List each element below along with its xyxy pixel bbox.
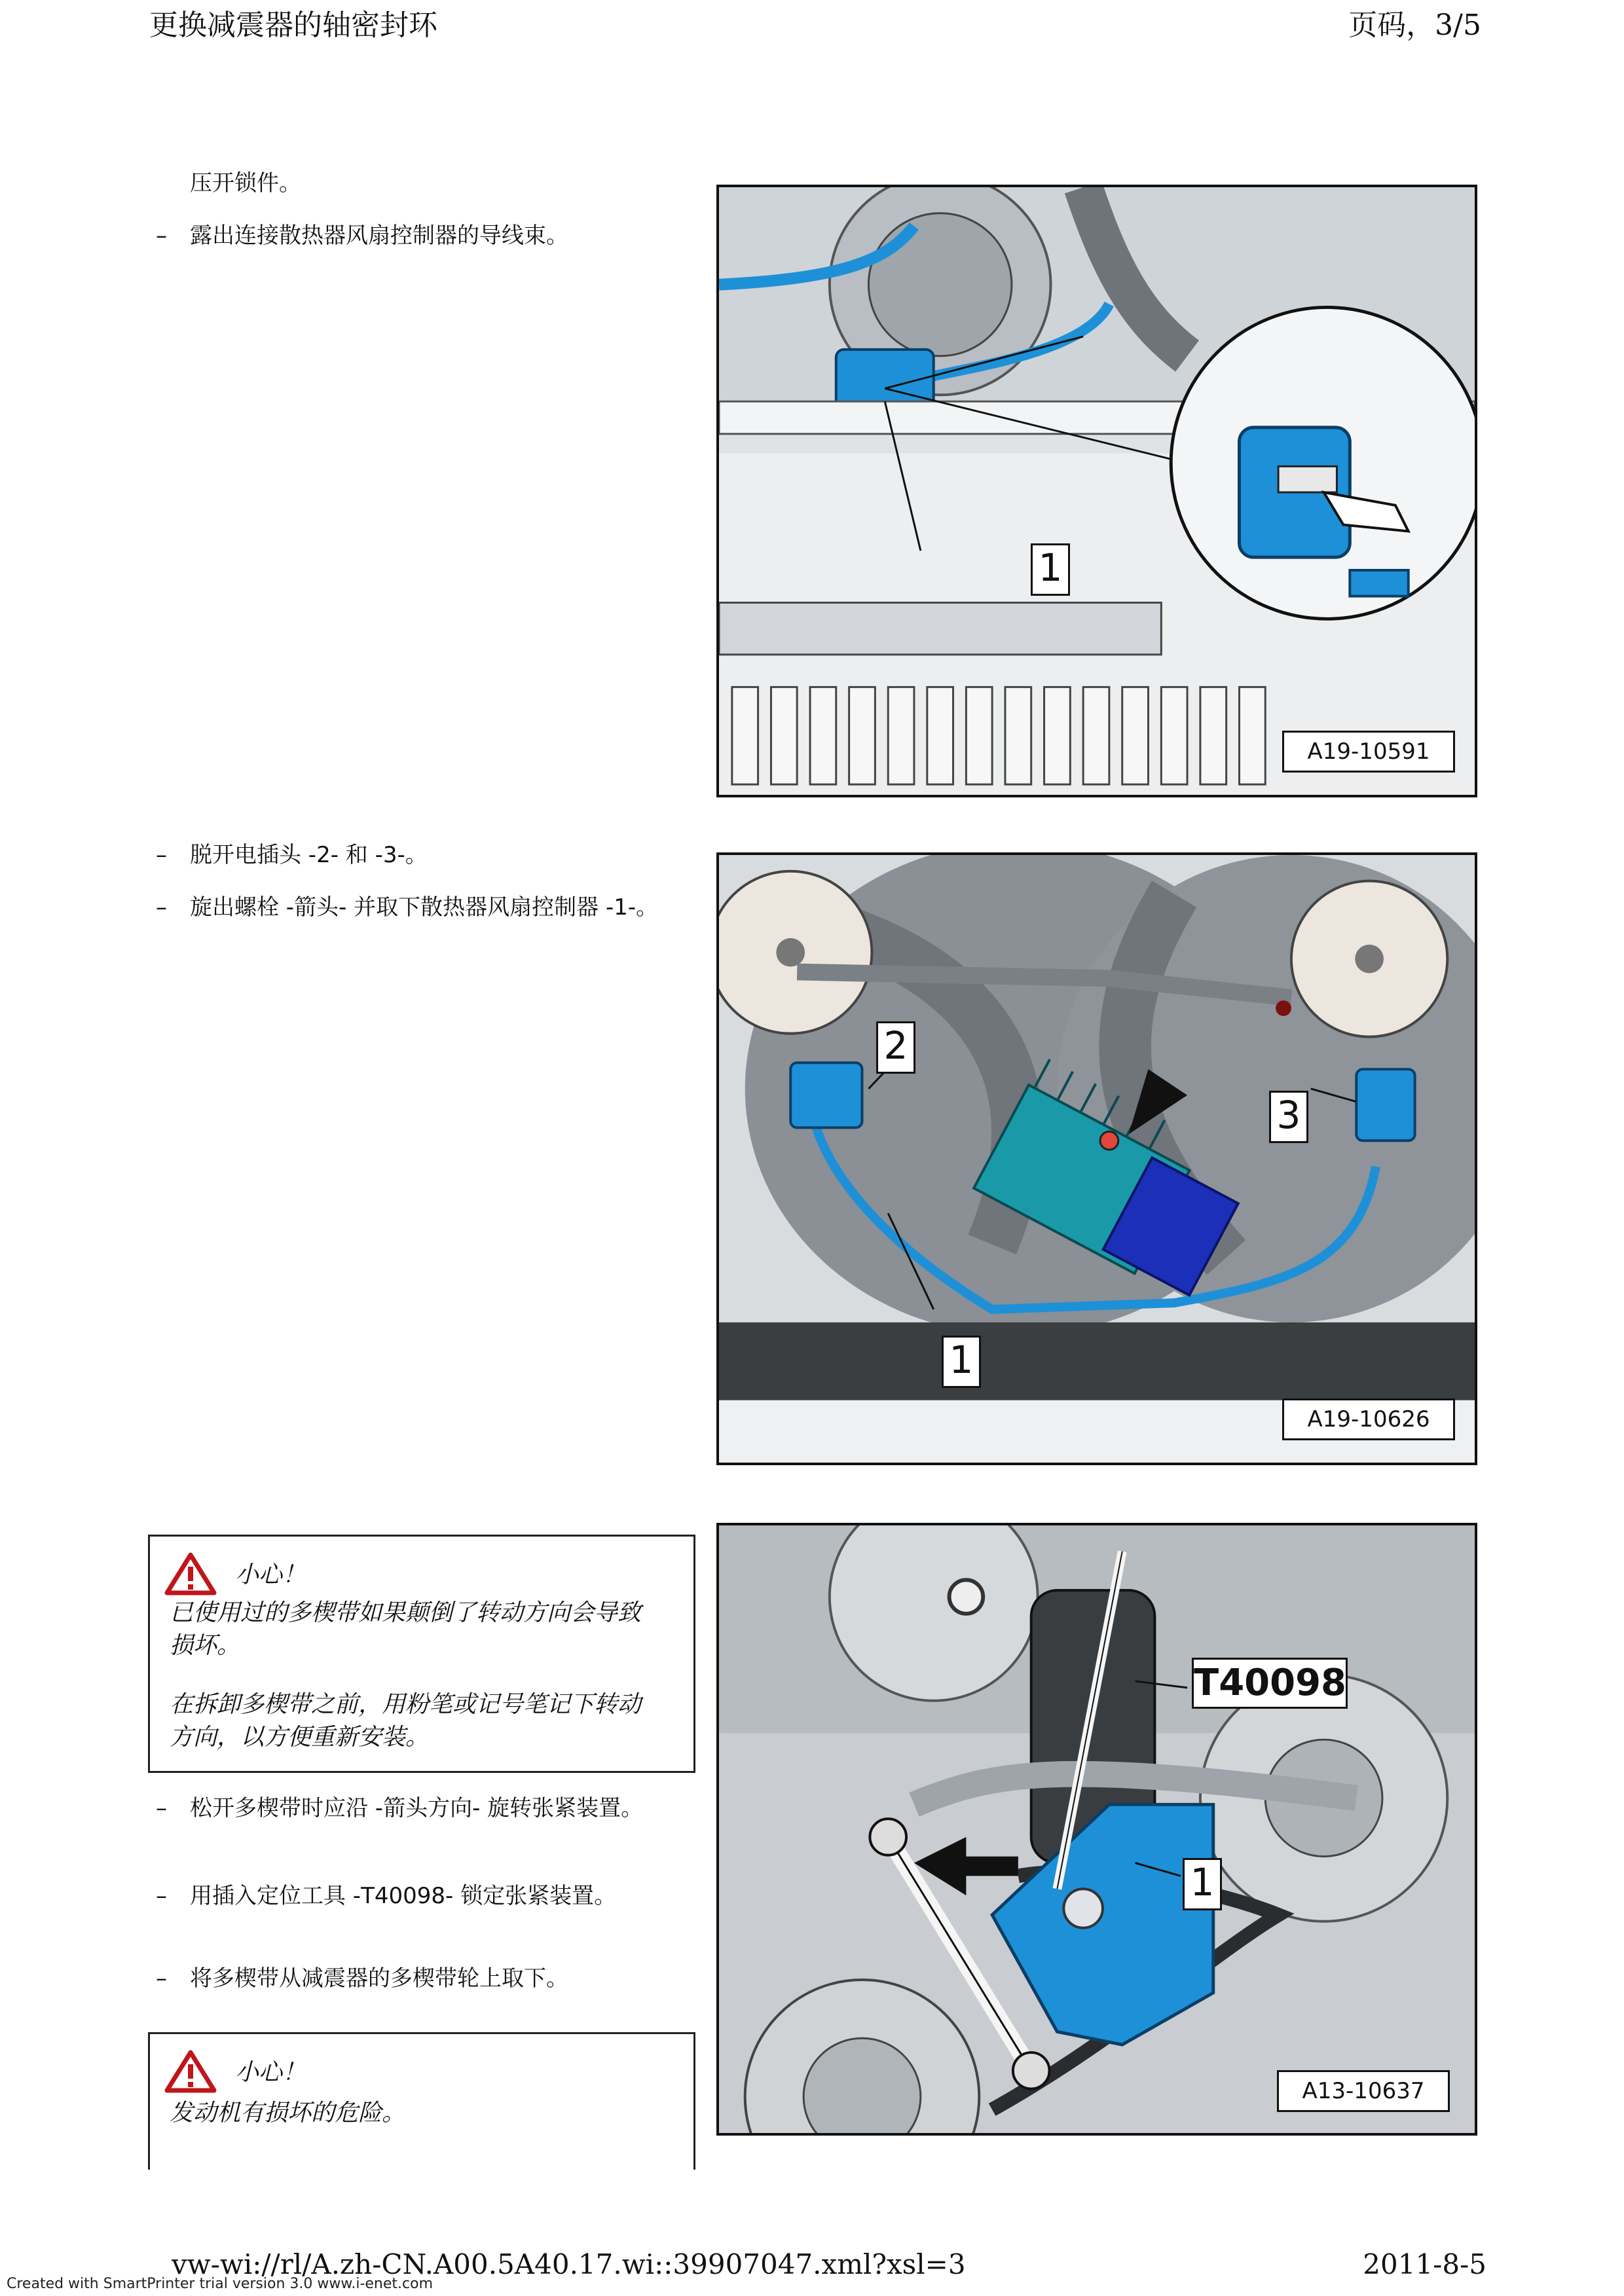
step-text: 将多楔带从减震器的多楔带轮上取下。 <box>190 1965 568 1992</box>
callout-tool: T40098 <box>1192 1658 1348 1709</box>
caution-box <box>148 2032 695 2170</box>
callout-1: 1 <box>942 1336 981 1388</box>
callout-3: 3 <box>1269 1091 1308 1143</box>
step-text: 旋出螺栓 -箭头- 并取下散热器风扇控制器 -1-。 <box>190 894 659 920</box>
step-text: 露出连接散热器风扇控制器的导线束。 <box>190 223 568 249</box>
figure-fan-controller <box>716 852 1477 1465</box>
fan-assembly-illustration <box>719 855 1475 1463</box>
figure-belt-tensioner <box>716 1523 1477 2136</box>
footer-date: 2011-8-5 <box>1363 2248 1486 2280</box>
figure-id: A13-10637 <box>1277 2070 1450 2112</box>
caution-heading: 小心！ <box>235 1561 306 1588</box>
footer-url: vw-wi://rl/A.zh-CN.A00.5A40.17.wi::39907047.xml?xsl=3 <box>172 2248 966 2280</box>
step-text: 脱开电插头 -2- 和 -3-。 <box>190 842 428 868</box>
engine-front-illustration <box>719 1525 1475 2133</box>
caution-text: 在拆卸多楔带之前，用粉笔或记号笔记下转动方向，以方便重新安装。 <box>170 1691 642 1751</box>
warning-triangle-icon <box>164 1552 217 1595</box>
intro-text: 压开锁件。 <box>190 170 301 196</box>
caution-box <box>148 1535 695 1773</box>
document-title: 更换减震器的轴密封环 <box>149 9 437 42</box>
caution-heading: 小心！ <box>235 2059 306 2086</box>
callout-2: 2 <box>876 1021 915 1074</box>
caution-text: 已使用过的多楔带如果颠倒了转动方向会导致损坏。 <box>170 1599 642 1659</box>
figure-id: A19-10591 <box>1282 731 1455 773</box>
figure-id: A19-10626 <box>1282 1398 1455 1440</box>
caution-text: 发动机有损坏的危险。 <box>170 2100 406 2126</box>
callout-1: 1 <box>1183 1858 1222 1910</box>
watermark-text: Created with SmartPrinter trial version 3.0 www.i-enet.com <box>7 2276 433 2292</box>
callout-1: 1 <box>1031 543 1070 596</box>
step-text: 松开多楔带时应沿 -箭头方向- 旋转张紧装置。 <box>190 1795 644 1821</box>
step-text: 用插入定位工具 -T40098- 锁定张紧装置。 <box>190 1883 617 1909</box>
warning-triangle-icon <box>164 2050 217 2093</box>
figure-radiator-harness <box>716 185 1477 797</box>
engine-bay-illustration <box>719 187 1475 795</box>
page-number: 页码，3/5 <box>1348 9 1481 42</box>
